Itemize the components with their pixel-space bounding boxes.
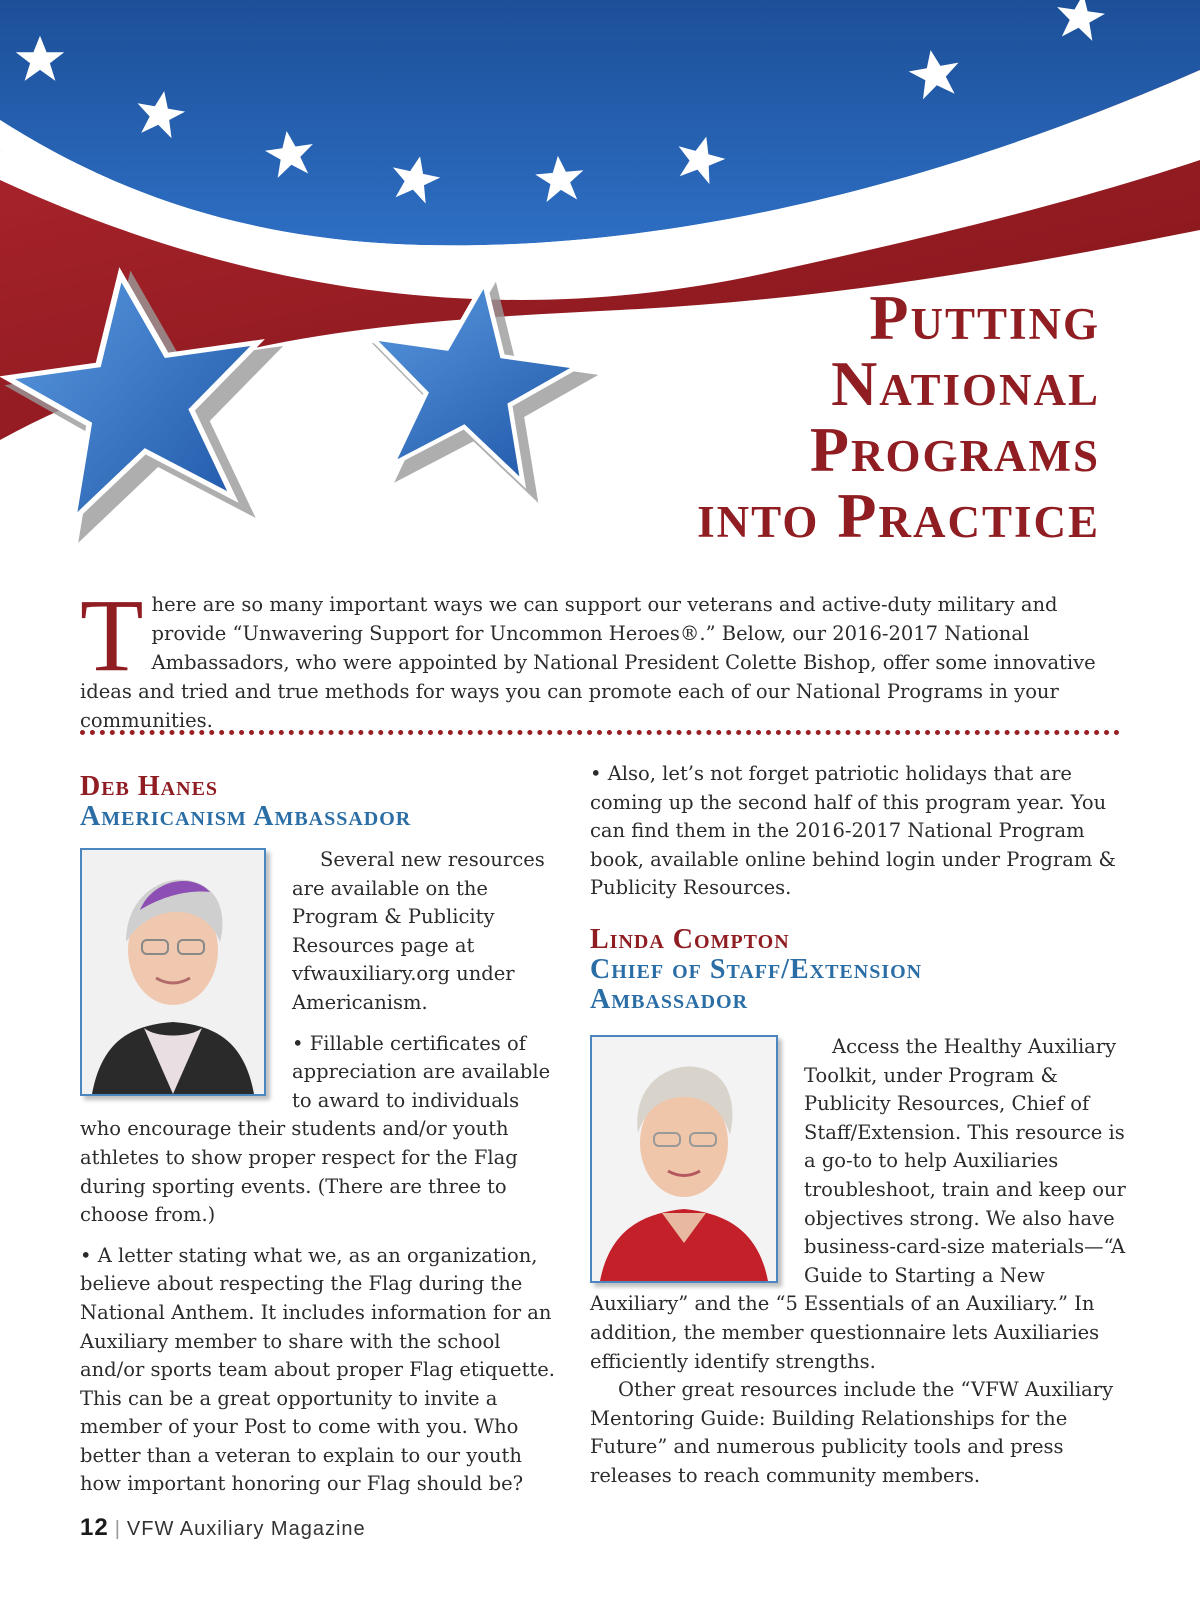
footer-separator: |	[114, 1518, 121, 1540]
right-column	[590, 760, 1130, 1502]
ambassador-photo	[80, 848, 266, 1096]
page-title	[697, 282, 1100, 551]
page-footer	[80, 1514, 366, 1542]
title-line: National	[831, 348, 1100, 419]
title-line: Putting	[869, 282, 1100, 353]
title-line: Programs	[809, 414, 1100, 485]
drop-cap: T	[80, 578, 144, 693]
title-line: into Practice	[697, 480, 1100, 551]
ambassador-name: Linda Compton	[590, 923, 790, 955]
paragraph: Access the Healthy Auxiliary Toolkit, under Program & Publicity Resources, Chief of Staff/Extension. This resource is a go-to to help Auxiliaries troubleshoot, train and keep our objectives strong. We also have business-card-size materials—“A Guide to Starting a New Auxiliary” and the “5 Essentials of an Auxiliary.” In addition, the member questionnaire lets Auxiliaries efficiently identify strengths.	[590, 1034, 1126, 1373]
paragraph: • A letter stating what we, as an organization, believe about respecting the Flag during the National Anthem. It includes information for an Auxiliary member to share with the school and/or sports team about proper Flag etiquette. This can be a great opportunity to invite a member of your Post to come with you. Who better than a veteran to explain to our youth how important honoring our Flag should be?	[80, 1243, 555, 1496]
intro-text: here are so many important ways we can support our veterans and active-duty military and provide “Unwavering Support for Uncommon Heroes®.” Below, our 2016-2017 National Ambassadors, who were appointed by National President Colette Bishop, offer some innovative ideas and tried and true methods for ways you can promote each of our National Programs in your communities.	[80, 593, 1096, 732]
dotted-divider	[80, 730, 1120, 735]
paragraph: • Also, let’s not forget patriotic holidays that are coming up the second half of this program year. You can find them in the 2016-2017 National Program book, available online behind login under Program & Publicity Resources.	[590, 762, 1116, 900]
paragraph: • Fillable certificates of appreciation are available to award to individuals who encourage their students and/or youth athletes to show proper respect for the Flag during sporting events. (There are three to choose from.)	[80, 1031, 551, 1227]
paragraph: Other great resources include the “VFW Auxiliary Mentoring Guide: Building Relationships for the Future” and numerous publicity tools and press releases to reach community members.	[590, 1378, 1114, 1487]
ambassador-role: Americanism Ambassador	[80, 801, 412, 832]
paragraph: Several new resources are available on the Program & Publicity Resources page at vfwauxiliary.org under Americanism.	[292, 848, 545, 1014]
ambassador-photo	[590, 1035, 778, 1283]
left-column	[80, 772, 560, 1511]
publication-name: VFW Auxiliary Magazine	[126, 1518, 366, 1540]
ambassador-name: Deb Hanes	[80, 771, 219, 802]
ambassador-role: Chief of Staff/Extension Ambassador	[590, 953, 923, 1015]
page-number: 12	[80, 1514, 109, 1541]
intro-paragraph	[80, 578, 1120, 735]
